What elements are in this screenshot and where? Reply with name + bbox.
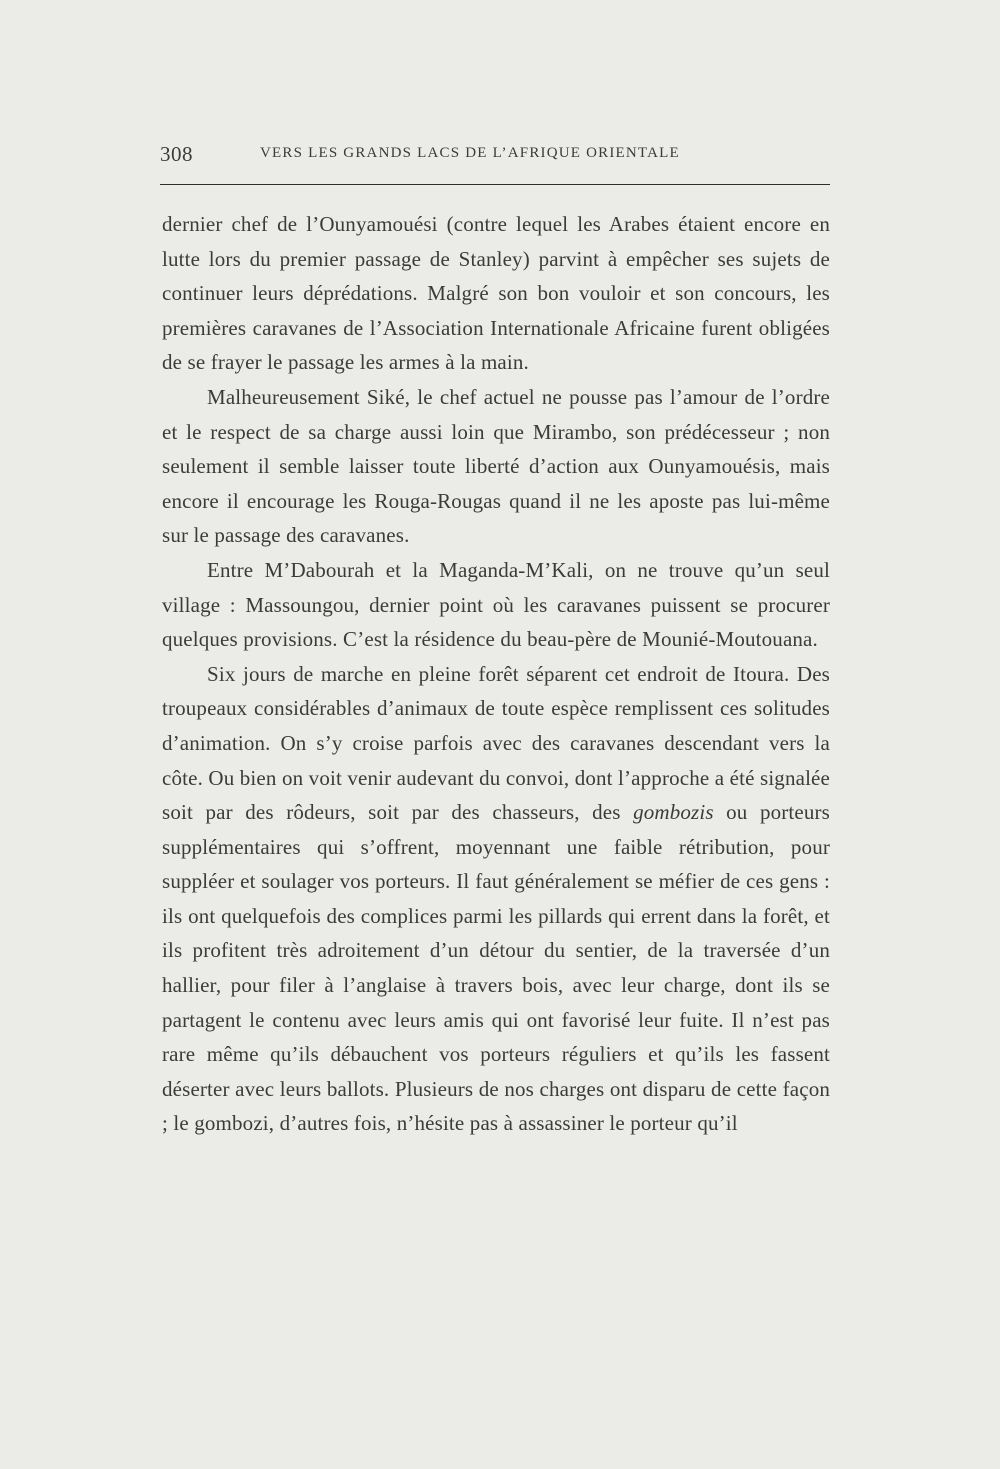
italic-term: gombozis [633,800,714,825]
page-header [160,142,830,172]
paragraph-text: Six jours de marche en pleine forêt séparent cet endroit de Itoura. Des troupeaux considérables d’animaux de toute espèce remplissent ces solitudes d’animation. On s’y croise parfois avec des caravanes descendant vers la côte. Ou bien on voit venir audevant du convoi, dont l’approche a été signalée soit par des rôdeurs, soit par des chasseurs, des [162,661,830,825]
header-rule [160,184,830,185]
paragraph: Entre M’Dabourah et la Maganda-M’Kali, on ne trouve qu’un seul village : Massoungou, dernier point où les caravanes puissent se procurer quelques provisions. C’est la résidence du beau-père de Mounié-Moutouana. [162,557,830,652]
body-text [162,207,830,1141]
paragraph: dernier chef de l’Ounyamouési (contre lequel les Arabes étaient encore en lutte lors du premier passage de Stanley) parvint à empêcher ses sujets de continuer leurs déprédations. Malgré son bon vouloir et son concours, les premières caravanes de l’Association Internationale Africaine furent obligées de se frayer le passage les armes à la main. [162,212,830,375]
paragraph-text: ou porteurs supplémentaires qui s’offrent, moyennant une faible rétribution, pour suppléer et soulager vos porteurs. Il faut généralement se méfier de ces gens : ils ont quelquefois des complices parmi les pillards qui errent dans la forêt, et ils profitent très adroitement d’un détour du sentier, de la traversée d’un hallier, pour filer à l’anglaise à travers bois, avec leur charge, dont ils se partagent le contenu avec leurs amis qui ont favorisé leur fuite. Il n’est pas rare même qu’ils débauchent vos porteurs réguliers et qu’ils les fassent déserter avec leurs ballots. Plusieurs de nos charges ont disparu de cette façon ; le gombozi, d’autres fois, n’hésite pas à assassiner le porteur qu’il [162,800,830,1136]
page-number: 308 [160,142,193,166]
paragraph: Malheureusement Siké, le chef actuel ne pousse pas l’amour de l’ordre et le respect de sa charge aussi loin que Mirambo, son prédécesseur ; non seulement il semble laisser toute liberté d’action aux Ounyamouésis, mais encore il encourage les Rouga-Rougas quand il ne les aposte pas lui-même sur le passage des caravanes. [162,384,830,548]
running-title: VERS LES GRANDS LACS DE L’AFRIQUE ORIENTALE [260,145,680,161]
paragraph [162,657,830,1141]
